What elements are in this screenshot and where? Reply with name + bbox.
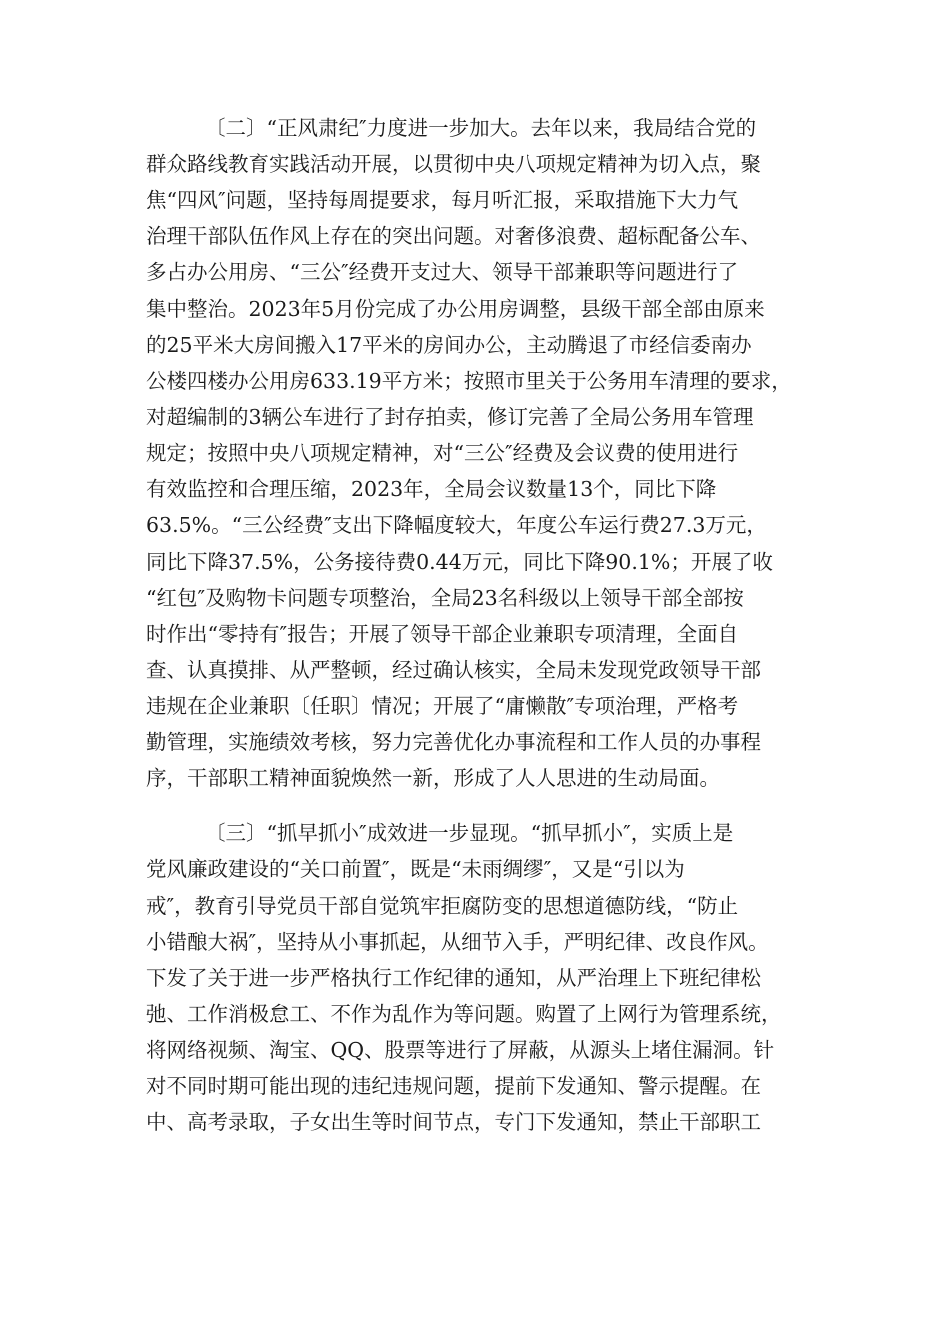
paragraph-line: 有效监控和合理压缩，2023年，全局会议数量13个，同比下降 [146, 477, 717, 501]
paragraph-line: 勤管理，实施绩效考核，努力完善优化办事流程和工作人员的办事程 [146, 730, 761, 754]
paragraph-line: 将网络视频、淘宝、QQ、股票等进行了屏蔽，从源头上堵住漏洞。针 [146, 1038, 775, 1062]
paragraph-line: 63.5%。“三公经费″支出下降幅度较大，年度公车运行费27.3万元， [146, 513, 767, 537]
paragraph-line: 治理干部队伍作风上存在的突出问题。对奢侈浪费、超标配备公车、 [146, 224, 761, 248]
paragraph-line: 〔二〕“正风肃纪″力度进一步加大。去年以来，我局结合党的 [205, 116, 757, 140]
paragraph-line: “红包″及购物卡问题专项整治，全局23名科级以上领导干部全部按 [146, 586, 744, 610]
paragraph-line: 中、高考录取，子女出生等时间节点，专门下发通知，禁止干部职工 [146, 1110, 761, 1134]
paragraph-line: 戒″，教育引导党员干部自觉筑牢拒腐防变的思想道德防线，“防止 [146, 894, 739, 918]
paragraph-line: 〔三〕“抓早抓小″成效进一步显现。“抓早抓小″，实质上是 [205, 821, 734, 845]
paragraph-line: 同比下降37.5%，公务接待费0.44万元，同比下降90.1%；开展了收 [146, 550, 773, 574]
paragraph-line: 小错酿大祸″，坚持从小事抓起，从细节入手，严明纪律、改良作风。 [146, 930, 769, 954]
paragraph-line: 对超编制的3辆公车进行了封存拍卖，修订完善了全局公务用车管理 [146, 405, 754, 429]
paragraph-line: 时作出“零持有″报告；开展了领导干部企业兼职专项清理，全面自 [146, 622, 739, 646]
paragraph-line: 查、认真摸排、从严整顿，经过确认核实，全局未发现党政领导干部 [146, 658, 761, 682]
paragraph-line: 违规在企业兼职〔任职〕情况；开展了“庸懒散″专项治理，严格考 [146, 694, 739, 718]
paragraph-line: 焦“四风″问题，坚持每周提要求，每月听汇报，采取措施下大力气 [146, 188, 739, 212]
paragraph-line: 集中整治。2023年5月份完成了办公用房调整，县级干部全部由原来 [146, 297, 765, 321]
paragraph-line: 的25平米大房间搬入17平米的房间办公，主动腾退了市经信委南办 [146, 333, 752, 357]
paragraph-line: 多占办公用房、“三公″经费开支过大、领导干部兼职等问题进行了 [146, 260, 739, 284]
paragraph-line: 对不同时期可能出现的违纪违规问题，提前下发通知、警示提醒。在 [146, 1074, 761, 1098]
paragraph-line: 规定；按照中央八项规定精神，对“三公″经费及会议费的使用进行 [146, 441, 739, 465]
paragraph-line: 党风廉政建设的“关口前置″，既是“未雨绸缪″，又是“引以为 [146, 857, 685, 881]
paragraph-line: 下发了关于进一步严格执行工作纪律的通知，从严治理上下班纪律松 [146, 966, 761, 990]
paragraph-line: 序，干部职工精神面貌焕然一新，形成了人人思进的生动局面。 [146, 766, 720, 790]
paragraph-line: 公楼四楼办公用房633.19平方米；按照市里关于公务用车清理的要求， [146, 369, 792, 393]
paragraph-line: 群众路线教育实践活动开展，以贯彻中央八项规定精神为切入点，聚 [146, 152, 761, 176]
paragraph-line: 弛、工作消极怠工、不作为乱作为等问题。购置了上网行为管理系统， [146, 1002, 782, 1026]
